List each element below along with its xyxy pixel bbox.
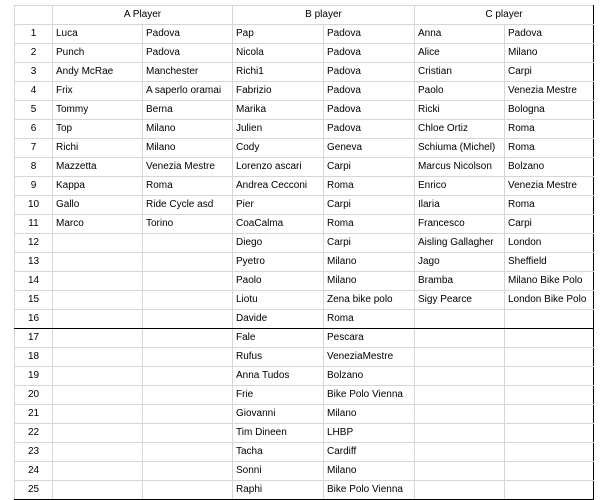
b-player-name-cell[interactable]: Anna Tudos <box>233 367 324 386</box>
a-player-name-cell[interactable]: Top <box>53 120 143 139</box>
b-player-name-cell[interactable]: Pyetro <box>233 253 324 272</box>
b-player-city-cell[interactable]: Milano <box>324 272 415 291</box>
a-player-city-cell[interactable]: A saperlo oramai <box>143 82 233 101</box>
c-player-name-cell[interactable] <box>415 348 505 367</box>
a-player-city-cell[interactable] <box>143 348 233 367</box>
a-player-city-cell[interactable]: Milano <box>143 120 233 139</box>
c-player-city-cell[interactable]: Roma <box>505 139 594 158</box>
b-player-header[interactable]: B player <box>233 6 415 25</box>
row-number-cell[interactable]: 18 <box>15 348 53 367</box>
c-player-city-cell[interactable] <box>505 367 594 386</box>
a-player-name-cell[interactable] <box>53 462 143 481</box>
a-player-city-cell[interactable] <box>143 253 233 272</box>
b-player-name-cell[interactable]: Julien <box>233 120 324 139</box>
table-row <box>15 82 594 101</box>
c-player-city-cell[interactable]: Milano Bike Polo <box>505 272 594 291</box>
c-player-city-cell[interactable]: Venezia Mestre <box>505 82 594 101</box>
table-row <box>15 386 594 405</box>
c-player-name-cell[interactable] <box>415 329 505 348</box>
c-player-name-cell[interactable] <box>415 310 505 329</box>
table-row <box>15 234 594 253</box>
row-number-cell[interactable]: 9 <box>15 177 53 196</box>
table-row <box>15 196 594 215</box>
c-player-name-cell[interactable] <box>415 386 505 405</box>
c-player-name-cell[interactable]: Sigy Pearce <box>415 291 505 310</box>
b-player-name-cell[interactable]: Raphi <box>233 481 324 500</box>
c-player-city-cell[interactable] <box>505 329 594 348</box>
a-player-city-cell[interactable]: Berna <box>143 101 233 120</box>
c-player-city-cell[interactable]: Roma <box>505 120 594 139</box>
c-player-name-cell[interactable]: Francesco <box>415 215 505 234</box>
row-number-cell[interactable]: 5 <box>15 101 53 120</box>
a-player-name-cell[interactable]: Punch <box>53 44 143 63</box>
c-player-name-cell[interactable] <box>415 367 505 386</box>
b-player-name-cell[interactable]: Cody <box>233 139 324 158</box>
row-number-cell[interactable]: 25 <box>15 481 53 500</box>
b-player-city-cell[interactable]: Bolzano <box>324 367 415 386</box>
row-number-cell[interactable]: 3 <box>15 63 53 82</box>
a-player-name-cell[interactable] <box>53 234 143 253</box>
b-player-name-cell[interactable]: Pier <box>233 196 324 215</box>
b-player-city-cell[interactable]: Cardiff <box>324 443 415 462</box>
b-player-city-cell[interactable]: Carpi <box>324 234 415 253</box>
table-row <box>15 120 594 139</box>
a-player-city-cell[interactable]: Manchester <box>143 63 233 82</box>
c-player-city-cell[interactable] <box>505 462 594 481</box>
c-player-name-cell[interactable]: Paolo <box>415 82 505 101</box>
c-player-name-cell[interactable]: Cristian <box>415 63 505 82</box>
a-player-city-cell[interactable]: Torino <box>143 215 233 234</box>
b-player-city-cell[interactable]: Padova <box>324 63 415 82</box>
a-player-city-cell[interactable] <box>143 367 233 386</box>
table-row <box>15 63 594 82</box>
b-player-name-cell[interactable]: Richi1 <box>233 63 324 82</box>
b-player-name-cell[interactable]: Fabrizio <box>233 82 324 101</box>
a-player-city-cell[interactable] <box>143 234 233 253</box>
row-number-cell[interactable]: 4 <box>15 82 53 101</box>
a-player-name-cell[interactable] <box>53 405 143 424</box>
b-player-city-cell[interactable]: Roma <box>324 310 415 329</box>
a-player-city-cell[interactable]: Roma <box>143 177 233 196</box>
table-row <box>15 44 594 63</box>
row-number-cell[interactable]: 21 <box>15 405 53 424</box>
c-player-name-cell[interactable] <box>415 462 505 481</box>
row-number-cell[interactable]: 17 <box>15 329 53 348</box>
row-number-cell[interactable]: 14 <box>15 272 53 291</box>
table-row <box>15 177 594 196</box>
c-player-city-cell[interactable] <box>505 424 594 443</box>
a-player-city-cell[interactable] <box>143 272 233 291</box>
a-player-name-cell[interactable] <box>53 386 143 405</box>
b-player-city-cell[interactable]: Milano <box>324 253 415 272</box>
header-row <box>15 6 594 25</box>
b-player-city-cell[interactable]: Bike Polo Vienna <box>324 481 415 500</box>
b-player-name-cell[interactable]: Lorenzo ascari <box>233 158 324 177</box>
a-player-name-cell[interactable] <box>53 367 143 386</box>
table-row <box>15 310 594 329</box>
a-player-name-cell[interactable] <box>53 291 143 310</box>
c-player-city-cell[interactable]: Sheffield <box>505 253 594 272</box>
b-player-name-cell[interactable]: Nicola <box>233 44 324 63</box>
a-player-name-cell[interactable] <box>53 253 143 272</box>
a-player-city-cell[interactable] <box>143 481 233 500</box>
c-player-city-cell[interactable]: Bologna <box>505 101 594 120</box>
c-player-city-cell[interactable]: Padova <box>505 25 594 44</box>
c-player-city-cell[interactable]: Bolzano <box>505 158 594 177</box>
c-player-city-cell[interactable] <box>505 481 594 500</box>
player-table <box>14 5 594 500</box>
c-player-city-cell[interactable]: Milano <box>505 44 594 63</box>
b-player-city-cell[interactable]: Carpi <box>324 196 415 215</box>
c-player-city-cell[interactable] <box>505 386 594 405</box>
table-row <box>15 101 594 120</box>
b-player-name-cell[interactable]: Andrea Cecconi <box>233 177 324 196</box>
a-player-name-cell[interactable] <box>53 443 143 462</box>
b-player-city-cell[interactable]: Milano <box>324 405 415 424</box>
c-player-name-cell[interactable]: Anna <box>415 25 505 44</box>
c-player-name-cell[interactable]: Schiuma (Michel) <box>415 139 505 158</box>
b-player-name-cell[interactable]: Davide <box>233 310 324 329</box>
c-player-name-cell[interactable]: Jago <box>415 253 505 272</box>
c-player-name-cell[interactable]: Marcus Nicolson <box>415 158 505 177</box>
row-number-cell[interactable]: 24 <box>15 462 53 481</box>
table-row <box>15 158 594 177</box>
row-number-cell[interactable]: 13 <box>15 253 53 272</box>
a-player-city-cell[interactable] <box>143 462 233 481</box>
row-number-cell[interactable]: 11 <box>15 215 53 234</box>
a-player-name-cell[interactable]: Andy McRae <box>53 63 143 82</box>
b-player-name-cell[interactable]: Tacha <box>233 443 324 462</box>
c-player-name-cell[interactable]: Enrico <box>415 177 505 196</box>
c-player-name-cell[interactable]: Aisling Gallagher <box>415 234 505 253</box>
c-player-city-cell[interactable] <box>505 443 594 462</box>
c-player-name-cell[interactable]: Bramba <box>415 272 505 291</box>
c-player-header[interactable]: C player <box>415 6 594 25</box>
c-player-city-cell[interactable] <box>505 348 594 367</box>
b-player-city-cell[interactable]: Carpi <box>324 158 415 177</box>
b-player-name-cell[interactable]: Tim Dineen <box>233 424 324 443</box>
c-player-name-cell[interactable] <box>415 443 505 462</box>
table-row <box>15 405 594 424</box>
c-player-name-cell[interactable] <box>415 424 505 443</box>
table-row <box>15 253 594 272</box>
c-player-name-cell[interactable]: Ricki <box>415 101 505 120</box>
row-number-cell[interactable]: 20 <box>15 386 53 405</box>
b-player-city-cell[interactable]: Padova <box>324 44 415 63</box>
c-player-city-cell[interactable]: Venezia Mestre <box>505 177 594 196</box>
a-player-city-cell[interactable]: Ride Cycle asd <box>143 196 233 215</box>
c-player-name-cell[interactable]: Chloe Ortiz <box>415 120 505 139</box>
b-player-name-cell[interactable]: Liotu <box>233 291 324 310</box>
row-number-cell[interactable]: 15 <box>15 291 53 310</box>
row-number-header-cell[interactable] <box>15 6 53 25</box>
table-row <box>15 329 594 348</box>
b-player-city-cell[interactable]: Roma <box>324 177 415 196</box>
table-row <box>15 272 594 291</box>
row-number-cell[interactable]: 12 <box>15 234 53 253</box>
a-player-city-cell[interactable] <box>143 443 233 462</box>
a-player-city-cell[interactable] <box>143 405 233 424</box>
c-player-city-cell[interactable] <box>505 310 594 329</box>
row-number-cell[interactable]: 1 <box>15 25 53 44</box>
a-player-name-cell[interactable]: Richi <box>53 139 143 158</box>
a-player-name-cell[interactable] <box>53 329 143 348</box>
row-number-cell[interactable]: 16 <box>15 310 53 329</box>
row-number-cell[interactable]: 19 <box>15 367 53 386</box>
c-player-name-cell[interactable]: Ilaria <box>415 196 505 215</box>
a-player-name-cell[interactable]: Mazzetta <box>53 158 143 177</box>
b-player-name-cell[interactable]: Paolo <box>233 272 324 291</box>
table-row <box>15 443 594 462</box>
table-row <box>15 348 594 367</box>
row-number-cell[interactable]: 10 <box>15 196 53 215</box>
b-player-city-cell[interactable]: Roma <box>324 215 415 234</box>
a-player-name-cell[interactable]: Kappa <box>53 177 143 196</box>
c-player-city-cell[interactable]: London <box>505 234 594 253</box>
table-row <box>15 215 594 234</box>
a-player-city-cell[interactable] <box>143 329 233 348</box>
table-row <box>15 367 594 386</box>
a-player-name-cell[interactable] <box>53 424 143 443</box>
b-player-city-cell[interactable]: Padova <box>324 101 415 120</box>
table-row <box>15 481 594 500</box>
b-player-name-cell[interactable]: Sonni <box>233 462 324 481</box>
b-player-city-cell[interactable]: Geneva <box>324 139 415 158</box>
a-player-name-cell[interactable] <box>53 481 143 500</box>
table-body <box>15 6 594 500</box>
table-row <box>15 424 594 443</box>
table-row <box>15 291 594 310</box>
a-player-city-cell[interactable]: Padova <box>143 25 233 44</box>
b-player-name-cell[interactable]: Diego <box>233 234 324 253</box>
a-player-name-cell[interactable]: Marco <box>53 215 143 234</box>
a-player-name-cell[interactable] <box>53 272 143 291</box>
a-player-name-cell[interactable] <box>53 310 143 329</box>
row-number-cell[interactable]: 22 <box>15 424 53 443</box>
b-player-city-cell[interactable]: Pescara <box>324 329 415 348</box>
b-player-city-cell[interactable]: LHBP <box>324 424 415 443</box>
c-player-name-cell[interactable] <box>415 405 505 424</box>
a-player-city-cell[interactable] <box>143 291 233 310</box>
a-player-city-cell[interactable] <box>143 424 233 443</box>
b-player-name-cell[interactable]: Rufus <box>233 348 324 367</box>
row-number-cell[interactable]: 7 <box>15 139 53 158</box>
a-player-city-cell[interactable]: Milano <box>143 139 233 158</box>
a-player-city-cell[interactable]: Venezia Mestre <box>143 158 233 177</box>
b-player-city-cell[interactable]: Padova <box>324 25 415 44</box>
a-player-city-cell[interactable]: Padova <box>143 44 233 63</box>
b-player-city-cell[interactable]: Milano <box>324 462 415 481</box>
b-player-city-cell[interactable]: Bike Polo Vienna <box>324 386 415 405</box>
a-player-name-cell[interactable]: Luca <box>53 25 143 44</box>
b-player-name-cell[interactable]: Frie <box>233 386 324 405</box>
b-player-name-cell[interactable]: CoaCalma <box>233 215 324 234</box>
b-player-city-cell[interactable]: Padova <box>324 82 415 101</box>
table-row <box>15 139 594 158</box>
a-player-city-cell[interactable] <box>143 310 233 329</box>
row-number-cell[interactable]: 8 <box>15 158 53 177</box>
a-player-header[interactable]: A Player <box>53 6 233 25</box>
b-player-name-cell[interactable]: Fale <box>233 329 324 348</box>
row-number-cell[interactable]: 2 <box>15 44 53 63</box>
a-player-city-cell[interactable] <box>143 386 233 405</box>
c-player-name-cell[interactable]: Alice <box>415 44 505 63</box>
a-player-name-cell[interactable] <box>53 348 143 367</box>
c-player-city-cell[interactable]: Carpi <box>505 63 594 82</box>
c-player-city-cell[interactable]: Carpi <box>505 215 594 234</box>
b-player-city-cell[interactable]: Zena bike polo <box>324 291 415 310</box>
b-player-city-cell[interactable]: Padova <box>324 120 415 139</box>
a-player-name-cell[interactable]: Frix <box>53 82 143 101</box>
b-player-name-cell[interactable]: Marika <box>233 101 324 120</box>
a-player-name-cell[interactable]: Tommy <box>53 101 143 120</box>
b-player-city-cell[interactable]: VeneziaMestre <box>324 348 415 367</box>
table-row <box>15 462 594 481</box>
c-player-city-cell[interactable] <box>505 405 594 424</box>
b-player-name-cell[interactable]: Pap <box>233 25 324 44</box>
a-player-name-cell[interactable]: Gallo <box>53 196 143 215</box>
c-player-city-cell[interactable]: Roma <box>505 196 594 215</box>
c-player-city-cell[interactable]: London Bike Polo <box>505 291 594 310</box>
row-number-cell[interactable]: 23 <box>15 443 53 462</box>
c-player-name-cell[interactable] <box>415 481 505 500</box>
b-player-name-cell[interactable]: Giovanni <box>233 405 324 424</box>
table-row <box>15 25 594 44</box>
row-number-cell[interactable]: 6 <box>15 120 53 139</box>
